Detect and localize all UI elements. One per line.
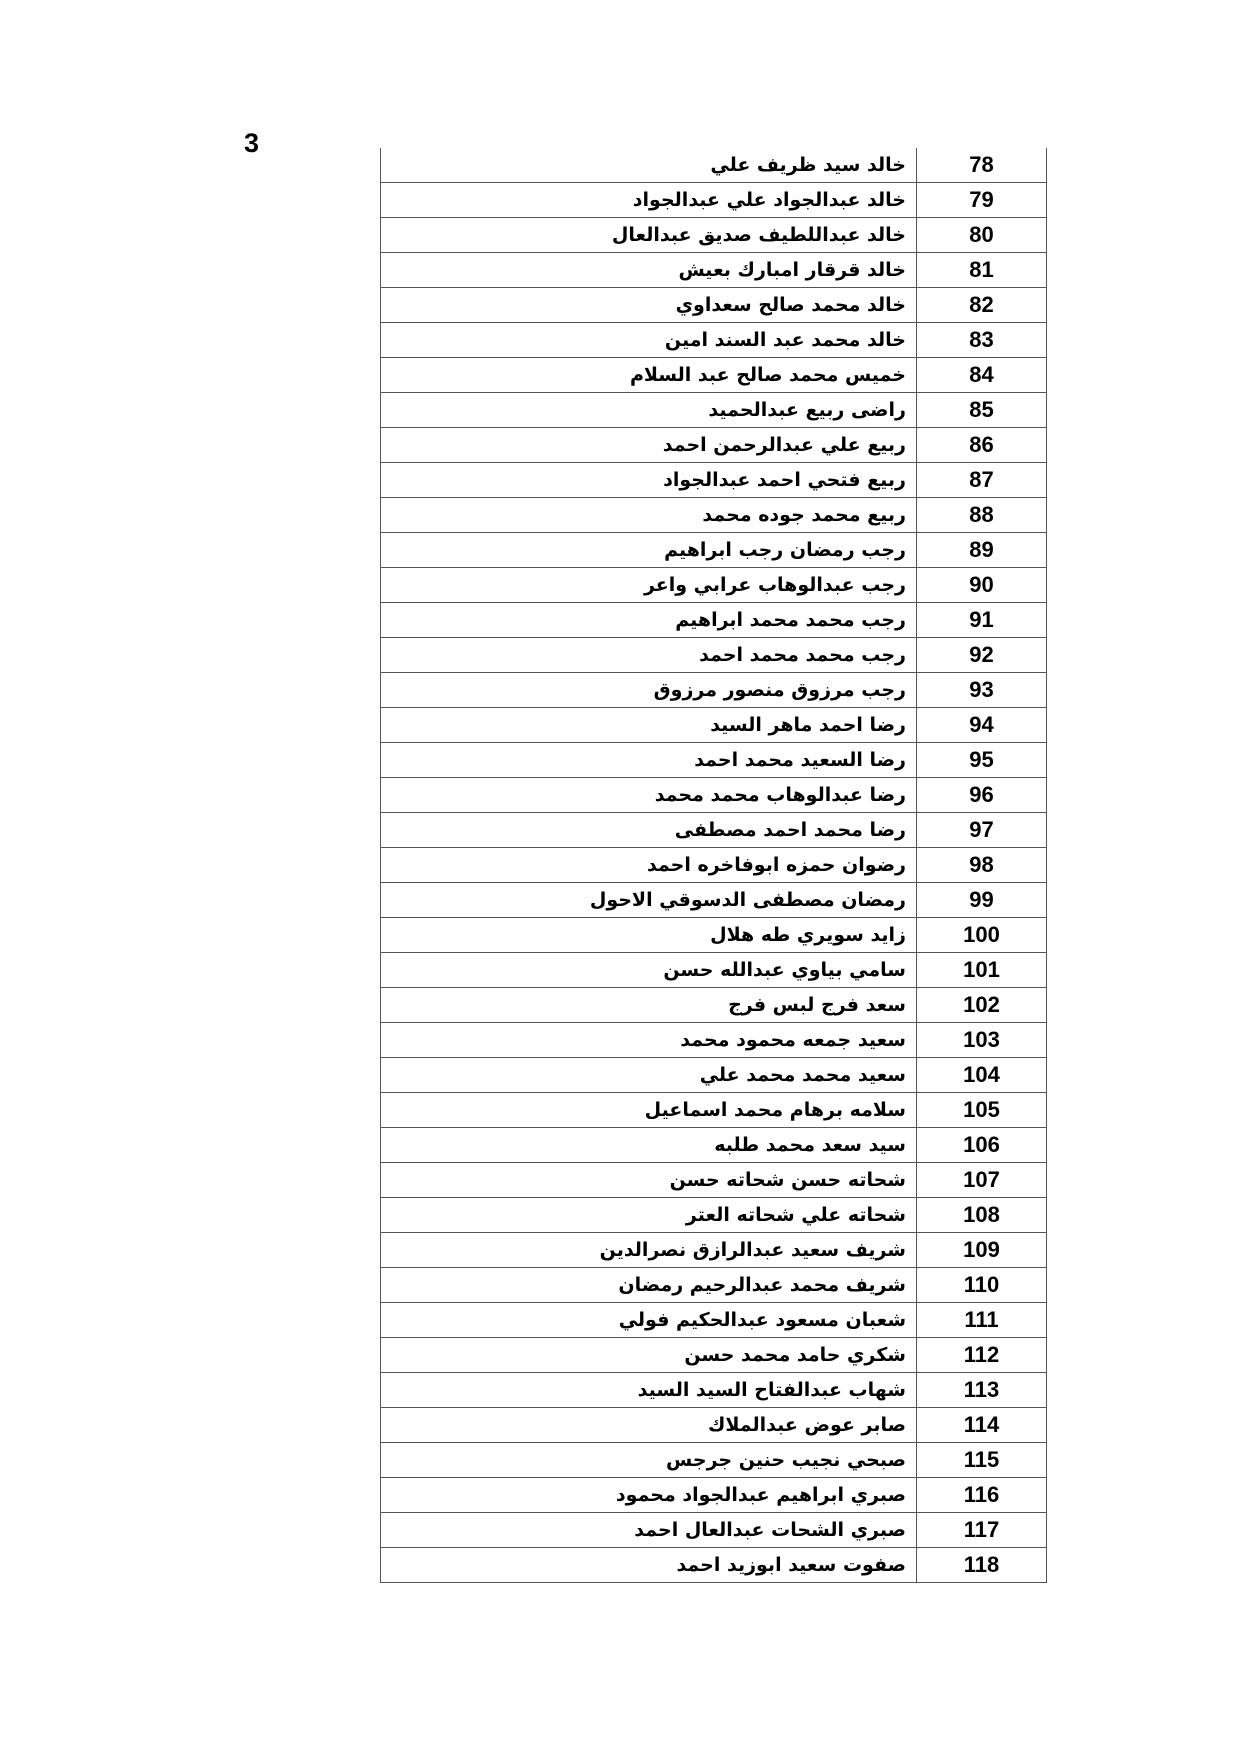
person-name-cell: صبحي نجيب حنين جرجس — [381, 1443, 917, 1478]
person-name-cell: خالد عبداللطيف صديق عبدالعال — [381, 218, 917, 253]
row-number-cell: 105 — [917, 1093, 1047, 1128]
person-name-cell: ربيع علي عبدالرحمن احمد — [381, 428, 917, 463]
table-row — [381, 183, 1047, 218]
row-number-cell: 106 — [917, 1128, 1047, 1163]
person-name-cell: صفوت سعيد ابوزيد احمد — [381, 1548, 917, 1583]
names-table — [380, 148, 1047, 1583]
table-row — [381, 1023, 1047, 1058]
person-name-cell: رجب رمضان رجب ابراهيم — [381, 533, 917, 568]
person-name-cell: خالد قرقار امبارك بعيش — [381, 253, 917, 288]
person-name-cell: خالد عبدالجواد علي عبدالجواد — [381, 183, 917, 218]
table-row — [381, 393, 1047, 428]
row-number-cell: 95 — [917, 743, 1047, 778]
table-row — [381, 743, 1047, 778]
row-number-cell: 100 — [917, 918, 1047, 953]
table-row — [381, 918, 1047, 953]
person-name-cell: خالد محمد عبد السند امين — [381, 323, 917, 358]
table-row — [381, 358, 1047, 393]
table-row — [381, 428, 1047, 463]
table-row — [381, 1443, 1047, 1478]
table-row — [381, 1303, 1047, 1338]
person-name-cell: ربيع محمد جوده محمد — [381, 498, 917, 533]
table-row — [381, 1268, 1047, 1303]
table-row — [381, 463, 1047, 498]
row-number-cell: 110 — [917, 1268, 1047, 1303]
row-number-cell: 80 — [917, 218, 1047, 253]
row-number-cell: 97 — [917, 813, 1047, 848]
person-name-cell: رضا محمد احمد مصطفى — [381, 813, 917, 848]
person-name-cell: شهاب عبدالفتاح السيد السيد — [381, 1373, 917, 1408]
row-number-cell: 81 — [917, 253, 1047, 288]
row-number-cell: 116 — [917, 1478, 1047, 1513]
row-number-cell: 101 — [917, 953, 1047, 988]
row-number-cell: 96 — [917, 778, 1047, 813]
row-number-cell: 115 — [917, 1443, 1047, 1478]
table-row — [381, 1548, 1047, 1583]
table-row — [381, 253, 1047, 288]
row-number-cell: 83 — [917, 323, 1047, 358]
row-number-cell: 99 — [917, 883, 1047, 918]
person-name-cell: زايد سويري طه هلال — [381, 918, 917, 953]
person-name-cell: رجب عبدالوهاب عرابي واعر — [381, 568, 917, 603]
row-number-cell: 87 — [917, 463, 1047, 498]
table-row — [381, 568, 1047, 603]
person-name-cell: شعبان مسعود عبدالحكيم فولي — [381, 1303, 917, 1338]
person-name-cell: سعد فرج لبس فرج — [381, 988, 917, 1023]
table-row — [381, 1478, 1047, 1513]
table-row — [381, 778, 1047, 813]
person-name-cell: سيد سعد محمد طلبه — [381, 1128, 917, 1163]
table-row — [381, 883, 1047, 918]
row-number-cell: 88 — [917, 498, 1047, 533]
person-name-cell: ربيع فتحي احمد عبدالجواد — [381, 463, 917, 498]
names-table-body — [381, 148, 1047, 1583]
person-name-cell: رجب محمد محمد احمد — [381, 638, 917, 673]
row-number-cell: 112 — [917, 1338, 1047, 1373]
person-name-cell: شحاته علي شحاته العتر — [381, 1198, 917, 1233]
person-name-cell: خميس محمد صالح عبد السلام — [381, 358, 917, 393]
row-number-cell: 104 — [917, 1058, 1047, 1093]
row-number-cell: 113 — [917, 1373, 1047, 1408]
person-name-cell: شريف سعيد عبدالرازق نصرالدين — [381, 1233, 917, 1268]
table-row — [381, 1128, 1047, 1163]
person-name-cell: سلامه برهام محمد اسماعيل — [381, 1093, 917, 1128]
person-name-cell: شكري حامد محمد حسن — [381, 1338, 917, 1373]
person-name-cell: شحاته حسن شحاته حسن — [381, 1163, 917, 1198]
table-row — [381, 1233, 1047, 1268]
table-row — [381, 1198, 1047, 1233]
table-row — [381, 1513, 1047, 1548]
table-row — [381, 1058, 1047, 1093]
person-name-cell: سعيد جمعه محمود محمد — [381, 1023, 917, 1058]
row-number-cell: 108 — [917, 1198, 1047, 1233]
table-row — [381, 1408, 1047, 1443]
row-number-cell: 82 — [917, 288, 1047, 323]
row-number-cell: 92 — [917, 638, 1047, 673]
row-number-cell: 89 — [917, 533, 1047, 568]
person-name-cell: رجب محمد محمد ابراهيم — [381, 603, 917, 638]
row-number-cell: 78 — [917, 148, 1047, 183]
table-row — [381, 953, 1047, 988]
row-number-cell: 98 — [917, 848, 1047, 883]
row-number-cell: 79 — [917, 183, 1047, 218]
person-name-cell: راضى ربيع عبدالحميد — [381, 393, 917, 428]
table-row — [381, 533, 1047, 568]
row-number-cell: 91 — [917, 603, 1047, 638]
page-number: 3 — [244, 128, 260, 158]
row-number-cell: 94 — [917, 708, 1047, 743]
row-number-cell: 93 — [917, 673, 1047, 708]
row-number-cell: 118 — [917, 1548, 1047, 1583]
person-name-cell: رضوان حمزه ابوفاخره احمد — [381, 848, 917, 883]
table-row — [381, 218, 1047, 253]
table-row — [381, 288, 1047, 323]
table-row — [381, 148, 1047, 183]
table-row — [381, 988, 1047, 1023]
person-name-cell: صبري ابراهيم عبدالجواد محمود — [381, 1478, 917, 1513]
table-row — [381, 1093, 1047, 1128]
row-number-cell: 111 — [917, 1303, 1047, 1338]
person-name-cell: خالد سيد ظريف علي — [381, 148, 917, 183]
person-name-cell: رجب مرزوق منصور مرزوق — [381, 673, 917, 708]
table-row — [381, 708, 1047, 743]
table-row — [381, 603, 1047, 638]
table-row — [381, 638, 1047, 673]
table-row — [381, 1163, 1047, 1198]
table-row — [381, 498, 1047, 533]
table-row — [381, 323, 1047, 358]
row-number-cell: 90 — [917, 568, 1047, 603]
table-row — [381, 1338, 1047, 1373]
person-name-cell: سامي بياوي عبدالله حسن — [381, 953, 917, 988]
table-row — [381, 813, 1047, 848]
person-name-cell: رمضان مصطفى الدسوقي الاحول — [381, 883, 917, 918]
table-row — [381, 673, 1047, 708]
row-number-cell: 114 — [917, 1408, 1047, 1443]
person-name-cell: سعيد محمد محمد علي — [381, 1058, 917, 1093]
row-number-cell: 117 — [917, 1513, 1047, 1548]
person-name-cell: خالد محمد صالح سعداوي — [381, 288, 917, 323]
table-row — [381, 1373, 1047, 1408]
row-number-cell: 103 — [917, 1023, 1047, 1058]
person-name-cell: رضا عبدالوهاب محمد محمد — [381, 778, 917, 813]
row-number-cell: 84 — [917, 358, 1047, 393]
row-number-cell: 85 — [917, 393, 1047, 428]
person-name-cell: شريف محمد عبدالرحيم رمضان — [381, 1268, 917, 1303]
row-number-cell: 102 — [917, 988, 1047, 1023]
person-name-cell: صابر عوض عبدالملاك — [381, 1408, 917, 1443]
row-number-cell: 109 — [917, 1233, 1047, 1268]
person-name-cell: صبري الشحات عبدالعال احمد — [381, 1513, 917, 1548]
person-name-cell: رضا احمد ماهر السيد — [381, 708, 917, 743]
row-number-cell: 107 — [917, 1163, 1047, 1198]
table-row — [381, 848, 1047, 883]
row-number-cell: 86 — [917, 428, 1047, 463]
person-name-cell: رضا السعيد محمد احمد — [381, 743, 917, 778]
